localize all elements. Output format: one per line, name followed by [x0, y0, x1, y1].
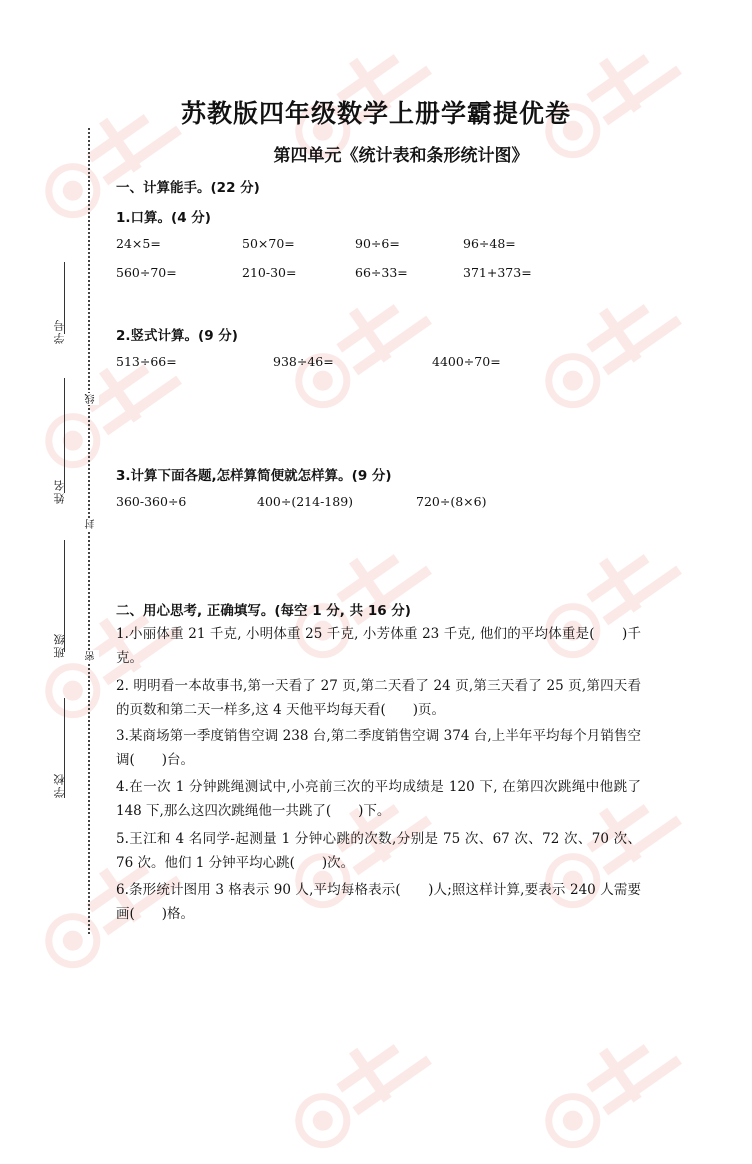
name-label: 姓名	[53, 478, 66, 504]
part3-heading: 3.计算下面各题,怎样算简便就怎样算。(9 分)	[116, 468, 392, 484]
part1-heading: 1.口算。(4 分)	[116, 210, 211, 226]
class-label: 班级	[53, 632, 66, 658]
section1-heading: 一、计算能手。(22 分)	[116, 180, 260, 196]
fill-question-3: 3.某商场第一季度销售空调 238 台,第二季度销售空调 374 台,上半年平均每个月销售空调( )台。	[116, 728, 641, 768]
page-subtitle: 第四单元《统计表和条形统计图》	[273, 146, 529, 166]
name-line	[64, 378, 65, 493]
oral-calc-2: 50×70=	[242, 236, 295, 251]
fill-question-2: 2. 明明看一本故事书,第一天看了 27 页,第二天看了 24 页,第三天看了 25 页,第四天看的页数和第二天一样多,这 4 天他平均每天看( )页。	[116, 678, 641, 718]
section2-heading: 二、用心思考, 正确填写。(每空 1 分, 共 16 分)	[116, 603, 411, 619]
fill-question-4: 4.在一次 1 分钟跳绳测试中,小亮前三次的平均成绩是 120 下, 在第四次跳绳中他跳了 148 下,那么这四次跳绳他一共跳了( )下。	[116, 779, 641, 819]
vertical-calc-1: 513÷66=	[116, 354, 177, 369]
oral-calc-3: 90÷6=	[355, 236, 400, 251]
student-id-label: 学号	[53, 318, 66, 344]
watermark-logo	[20, 330, 210, 484]
oral-calc-5: 560÷70=	[116, 265, 177, 280]
simplify-calc-1: 360-360÷6	[116, 494, 187, 509]
oral-calc-4: 96÷48=	[463, 236, 516, 251]
binding-mark-seal: 封	[86, 519, 97, 529]
fill-question-1: 1.小丽体重 21 千克, 小明体重 25 千克, 小芳体重 23 千克, 他们的平均体重是( )千克。	[116, 626, 641, 666]
school-label: 学校	[53, 772, 66, 798]
watermark-logo	[270, 1010, 460, 1164]
watermark-logo	[520, 1010, 710, 1164]
simplify-calc-3: 720÷(8×6)	[416, 494, 487, 509]
binding-mark-line: 线	[86, 394, 97, 404]
simplify-calc-2: 400÷(214-189)	[257, 494, 354, 509]
binding-mark-secret: 密	[86, 651, 97, 661]
binding-dotted-line	[88, 128, 90, 934]
oral-calc-1: 24×5=	[116, 236, 161, 251]
oral-calc-7: 66÷33=	[355, 265, 408, 280]
page-title: 苏教版四年级数学上册学霸提优卷	[180, 99, 571, 128]
watermark-logo	[270, 270, 460, 424]
vertical-calc-3: 4400÷70=	[432, 354, 501, 369]
watermark-logo	[520, 270, 710, 424]
fill-question-6: 6.条形统计图用 3 格表示 90 人,平均每格表示( )人;照这样计算,要表示 240 人需要画( )格。	[116, 882, 641, 922]
oral-calc-8: 371+373=	[463, 265, 532, 280]
fill-question-5: 5.王江和 4 名同学-起测量 1 分钟心跳的次数,分别是 75 次、67 次、72 次、70 次、76 次。他们 1 分钟平均心跳( )次。	[116, 831, 641, 871]
oral-calc-6: 210-30=	[242, 265, 297, 280]
vertical-calc-2: 938÷46=	[273, 354, 334, 369]
part2-heading: 2.竖式计算。(9 分)	[116, 328, 238, 344]
